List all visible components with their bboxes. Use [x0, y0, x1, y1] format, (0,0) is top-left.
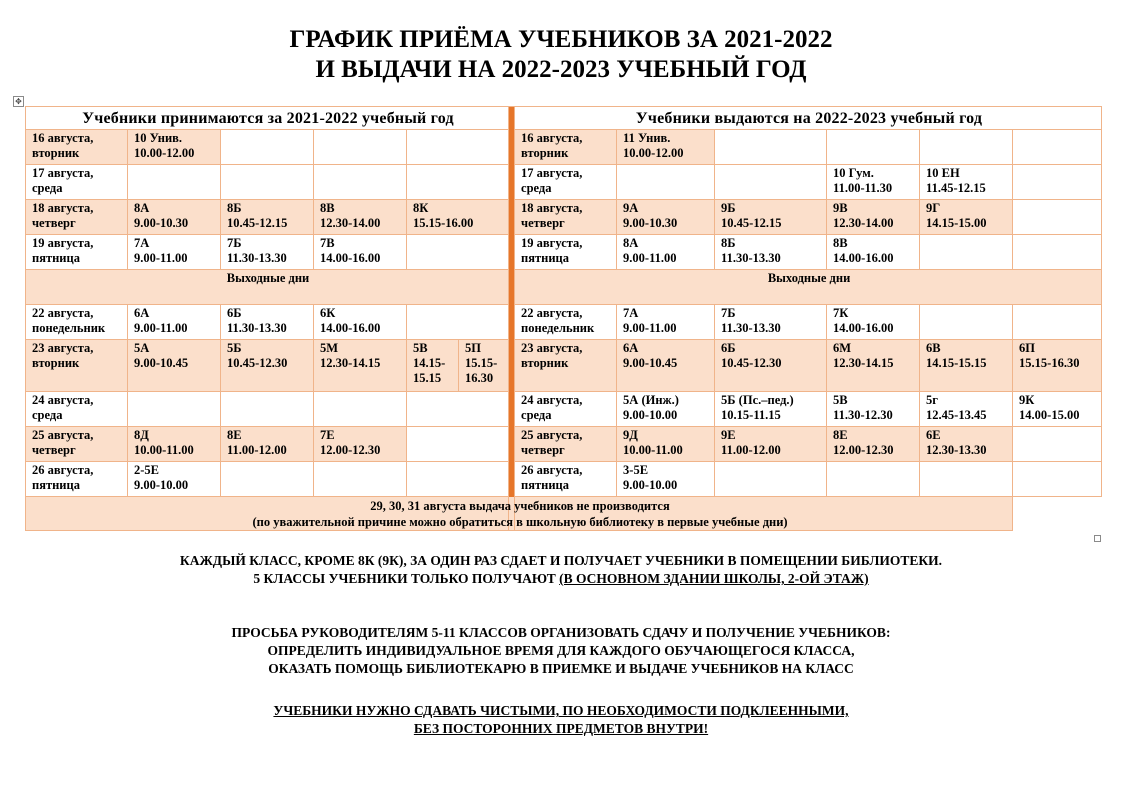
date-cell: 23 августа, вторник: [515, 340, 617, 392]
class-slot-cell: 9Б 10.45-12.15: [715, 200, 827, 235]
class-slot-cell: 8А 9.00-10.30: [128, 200, 221, 235]
class-slot-cell: 3-5Е 9.00-10.00: [617, 462, 715, 497]
class-slot-cell: 11 Унив. 10.00-12.00: [617, 130, 715, 165]
footer-cell: [26, 497, 1013, 531]
class-slot-cell: [827, 130, 920, 165]
date-cell: 16 августа, вторник: [515, 130, 617, 165]
schedule-table: [25, 106, 1102, 531]
class-slot-cell: [715, 165, 827, 200]
class-slot-cell: [715, 462, 827, 497]
class-slot-cell: [314, 462, 407, 497]
table-row: [26, 165, 1102, 200]
class-slot-cell: 6Б 11.30-13.30: [221, 305, 314, 340]
class-slot-cell: 7Б 11.30-13.30: [715, 305, 827, 340]
class-slot-cell: [407, 165, 509, 200]
class-slot-cell: 7А 9.00-11.00: [128, 235, 221, 270]
class-slot-cell: 8В 12.30-14.00: [314, 200, 407, 235]
class-slot-cell: 8Е 11.00-12.00: [221, 427, 314, 462]
class-slot-cell: 9В 12.30-14.00: [827, 200, 920, 235]
class-slot-cell: [1013, 305, 1102, 340]
class-slot-cell: [407, 462, 509, 497]
note-line: КАЖДЫЙ КЛАСС, КРОМЕ 8К (9К), ЗА ОДИН РАЗ СДАЕТ И ПОЛУЧАЕТ УЧЕБНИКИ В ПОМЕЩЕНИИ БИБЛИОТЕКИ.: [179, 553, 943, 568]
note-line: ОПРЕДЕЛИТЬ ИНДИВИДУАЛЬНОЕ ВРЕМЯ ДЛЯ КАЖДОГО ОБУЧАЮЩЕГОСЯ КЛАССА,: [267, 643, 855, 658]
class-slot-cell: [407, 427, 509, 462]
footer-line: 29, 30, 31 августа выдача учебников не производится: [370, 499, 670, 513]
class-slot-cell: [827, 462, 920, 497]
date-cell: 22 августа, понедельник: [515, 305, 617, 340]
note-underlined-text: (В ОСНОВНОМ ЗДАНИИ ШКОЛЫ, 2-ОЙ ЭТАЖ): [559, 571, 869, 586]
class-slot-cell: 7А 9.00-11.00: [617, 305, 715, 340]
class-slot-cell: 7Е 12.00-12.30: [314, 427, 407, 462]
table-row: [26, 200, 1102, 235]
class-slot-cell: [1013, 130, 1102, 165]
class-slot-cell: [221, 165, 314, 200]
note-line: ПРОСЬБА РУКОВОДИТЕЛЯМ 5-11 КЛАССОВ ОРГАНИЗОВАТЬ СДАЧУ И ПОЛУЧЕНИЕ УЧЕБНИКОВ:: [231, 625, 891, 640]
right-header: Учебники выдаются на 2022-2023 учебный год: [515, 107, 1102, 130]
table-row: [26, 427, 1102, 462]
class-slot-cell: 10 Гум. 11.00-11.30: [827, 165, 920, 200]
notes-paragraph-2: [0, 624, 1122, 678]
class-slot-cell: 6А 9.00-10.45: [617, 340, 715, 392]
class-slot-cell: 8Б 10.45-12.15: [221, 200, 314, 235]
class-slot-cell: [1013, 462, 1102, 497]
class-slot-cell: 5Б (Пс.–пед.) 10.15-11.15: [715, 392, 827, 427]
class-slot-cell: 6В 14.15-15.15: [920, 340, 1013, 392]
left-header: Учебники принимаются за 2021-2022 учебный год: [26, 107, 509, 130]
date-cell: 19 августа, пятница: [26, 235, 128, 270]
class-slot-cell: [617, 165, 715, 200]
class-slot-cell: [407, 235, 509, 270]
date-cell: 24 августа, среда: [26, 392, 128, 427]
date-cell: 16 августа, вторник: [26, 130, 128, 165]
date-cell: 23 августа, вторник: [26, 340, 128, 392]
table-footer-row: [26, 497, 1102, 531]
note-line: ОКАЗАТЬ ПОМОЩЬ БИБЛИОТЕКАРЮ В ПРИЕМКЕ И ВЫДАЧЕ УЧЕБНИКОВ НА КЛАСС: [268, 661, 854, 676]
class-slot-cell: 8А 9.00-11.00: [617, 235, 715, 270]
date-cell: 25 августа, четверг: [515, 427, 617, 462]
table-row: [26, 340, 1102, 392]
class-slot-cell: [407, 392, 509, 427]
class-slot-cell: 10 ЕН 11.45-12.15: [920, 165, 1013, 200]
class-slot-cell: [1013, 427, 1102, 462]
document-title: [0, 25, 1122, 85]
class-slot-cell: [920, 235, 1013, 270]
note-text: 5 КЛАССЫ УЧЕБНИКИ ТОЛЬКО ПОЛУЧАЮТ: [253, 571, 560, 586]
date-cell: 26 августа, пятница: [26, 462, 128, 497]
class-slot-cell: 6Е 12.30-13.30: [920, 427, 1013, 462]
class-slot-cell: [128, 392, 221, 427]
class-slot-cell: [314, 130, 407, 165]
table-header-row: [26, 107, 1102, 130]
class-slot-cell: 5В 11.30-12.30: [827, 392, 920, 427]
footer-line: (по уважительной причине можно обратиться в школьную библиотеку в первые учебные дни): [252, 515, 788, 529]
table-row: [26, 235, 1102, 270]
date-cell: 25 августа, четверг: [26, 427, 128, 462]
class-slot-cell: 6М 12.30-14.15: [827, 340, 920, 392]
date-cell: 18 августа, четверг: [26, 200, 128, 235]
class-slot-cell: [407, 305, 509, 340]
class-slot-cell: 7Б 11.30-13.30: [221, 235, 314, 270]
table-row: [26, 270, 1102, 305]
class-slot-cell: 9А 9.00-10.30: [617, 200, 715, 235]
note-line: УЧЕБНИКИ НУЖНО СДАВАТЬ ЧИСТЫМИ, ПО НЕОБХОДИМОСТИ ПОДКЛЕЕННЫМИ,: [273, 703, 849, 718]
note-line: БЕЗ ПОСТОРОННИХ ПРЕДМЕТОВ ВНУТРИ!: [413, 721, 709, 736]
class-slot-cell: 5М 12.30-14.15: [314, 340, 407, 392]
weekend-cell: Выходные дни: [515, 270, 1102, 305]
class-slot-cell: 8Д 10.00-11.00: [128, 427, 221, 462]
weekend-cell: Выходные дни: [26, 270, 509, 305]
class-slot-cell: [314, 392, 407, 427]
class-slot-cell: 5П 15.15- 16.30: [459, 340, 509, 392]
class-slot-cell: [920, 130, 1013, 165]
class-slot-cell: 7В 14.00-16.00: [314, 235, 407, 270]
class-slot-cell: 5Б 10.45-12.30: [221, 340, 314, 392]
class-slot-cell: [1013, 200, 1102, 235]
class-slot-cell: [221, 130, 314, 165]
class-slot-cell: 9Е 11.00-12.00: [715, 427, 827, 462]
date-cell: 22 августа, понедельник: [26, 305, 128, 340]
class-slot-cell: [221, 392, 314, 427]
class-slot-cell: 6А 9.00-11.00: [128, 305, 221, 340]
class-slot-cell: 2-5Е 9.00-10.00: [128, 462, 221, 497]
class-slot-cell: 5А 9.00-10.45: [128, 340, 221, 392]
class-slot-cell: [128, 165, 221, 200]
class-slot-cell: 6Б 10.45-12.30: [715, 340, 827, 392]
class-slot-cell: 5В 14.15- 15.15: [407, 340, 459, 392]
class-slot-cell: 10 Унив. 10.00-12.00: [128, 130, 221, 165]
class-slot-cell: [314, 165, 407, 200]
title-line-2: И ВЫДАЧИ НА 2022-2023 УЧЕБНЫЙ ГОД: [315, 56, 807, 83]
date-cell: 26 августа, пятница: [515, 462, 617, 497]
class-slot-cell: [920, 305, 1013, 340]
class-slot-cell: 5А (Инж.) 9.00-10.00: [617, 392, 715, 427]
class-slot-cell: 5г 12.45-13.45: [920, 392, 1013, 427]
table-resize-handle[interactable]: [1094, 535, 1101, 542]
date-cell: 18 августа, четверг: [515, 200, 617, 235]
class-slot-cell: 6П 15.15-16.30: [1013, 340, 1102, 392]
table-row: [26, 462, 1102, 497]
class-slot-cell: 8В 14.00-16.00: [827, 235, 920, 270]
table-row: [26, 130, 1102, 165]
note-line: [0, 570, 1122, 588]
class-slot-cell: 8Е 12.00-12.30: [827, 427, 920, 462]
notes-paragraph-1: [0, 552, 1122, 588]
table-row: [26, 305, 1102, 340]
class-slot-cell: 8К 15.15-16.00: [407, 200, 509, 235]
date-cell: 24 августа, среда: [515, 392, 617, 427]
class-slot-cell: [715, 130, 827, 165]
table-row: [26, 392, 1102, 427]
class-slot-cell: [920, 462, 1013, 497]
date-cell: 19 августа, пятница: [515, 235, 617, 270]
notes-paragraph-3: [0, 702, 1122, 738]
class-slot-cell: [1013, 235, 1102, 270]
date-cell: 17 августа, среда: [26, 165, 128, 200]
class-slot-cell: [221, 462, 314, 497]
table-move-handle-icon[interactable]: ✥: [13, 96, 24, 107]
class-slot-cell: 8Б 11.30-13.30: [715, 235, 827, 270]
date-cell: 17 августа, среда: [515, 165, 617, 200]
class-slot-cell: 6К 14.00-16.00: [314, 305, 407, 340]
class-slot-cell: 9Д 10.00-11.00: [617, 427, 715, 462]
title-line-1: ГРАФИК ПРИЁМА УЧЕБНИКОВ ЗА 2021-2022: [289, 26, 833, 53]
class-slot-cell: 9К 14.00-15.00: [1013, 392, 1102, 427]
class-slot-cell: 7К 14.00-16.00: [827, 305, 920, 340]
class-slot-cell: 9Г 14.15-15.00: [920, 200, 1013, 235]
class-slot-cell: [407, 130, 509, 165]
class-slot-cell: [1013, 165, 1102, 200]
